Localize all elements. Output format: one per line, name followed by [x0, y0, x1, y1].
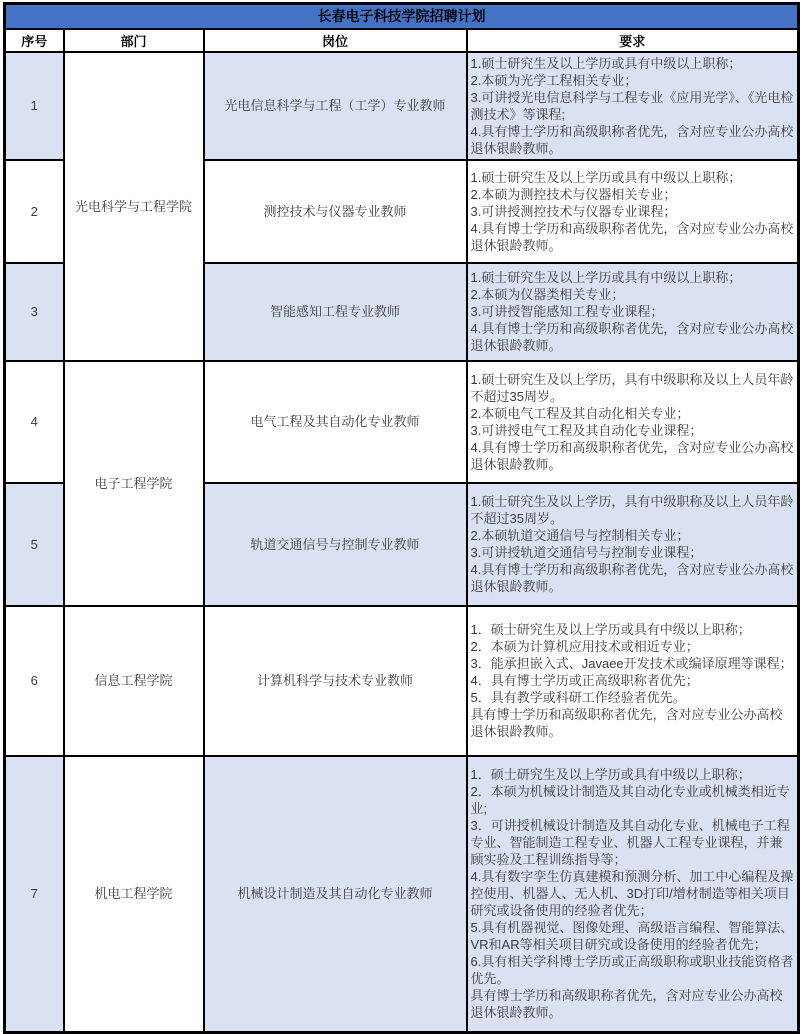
requirement-line: 3．能承担嵌入式、Javaee开发技术或编译原理等课程；: [470, 656, 793, 671]
requirement-line: 具有博士学历和高级职称者优先，含对应专业公办高校退休银龄教师。: [470, 988, 783, 1021]
requirement-line: 3.可讲授智能感知工程专业课程；: [470, 304, 664, 319]
requirements-cell: [467, 160, 799, 263]
column-header-position: 岗位: [204, 29, 467, 52]
table-row: [5, 606, 799, 756]
requirement-line: 具有博士学历和高级职称者优先，含对应专业公办高校退休银龄教师。: [470, 707, 783, 739]
requirements-cell: [467, 361, 799, 483]
table-title: 长春电子科技学院招聘计划: [5, 4, 799, 29]
position-cell: 计算机科学与技术专业教师: [204, 606, 467, 756]
title-row: [5, 4, 799, 29]
requirement-line: 1.硕士研究生及以上学历，具有中级职称及以上人员年龄不超过35周岁。: [470, 494, 794, 526]
requirement-line: 2.本硕为仪器类相关专业；: [470, 287, 625, 302]
position-cell: 光电信息科学与工程（工学）专业教师: [204, 52, 467, 160]
requirement-line: 2．本硕为计算机应用技术或相近专业；: [470, 639, 699, 654]
requirement-line: 3．可讲授机械设计制造及其自动化专业、机械电子工程专业、智能制造工程专业、机器人工程专业课程，并兼顾实验及工程训练指导等；: [470, 818, 790, 868]
requirement-line: 2.本硕为光学工程相关专业；: [470, 72, 638, 88]
requirement-line: 6.具有相关学科博士学历或正高级职称或职业技能资格者优先。: [470, 954, 794, 987]
row-number-cell: 5: [5, 483, 64, 606]
department-cell: 信息工程学院: [64, 606, 204, 756]
requirement-line: 3.可讲授光电信息科学与工程专业《应用光学》、《光电检测技术》等课程;: [470, 89, 794, 122]
table-row: [5, 756, 799, 1033]
requirement-line: 4.具有博士学历和高级职称者优先，含对应专业公办高校退休银龄教师。: [470, 562, 794, 594]
requirements-cell: [467, 756, 799, 1033]
row-number-cell: 4: [5, 361, 64, 483]
requirement-line: 3.可讲授轨道交通信号与控制专业课程；: [470, 545, 703, 560]
requirement-line: 2.本硕电气工程及其自动化相关专业；: [470, 405, 690, 421]
row-number-cell: 3: [5, 263, 64, 361]
requirement-line: 1．硕士研究生及以上学历或具有中级以上职称；: [470, 622, 751, 637]
requirements-cell: [467, 606, 799, 756]
requirement-line: 4．具有博士学历或正高级职称者优先；: [470, 673, 699, 688]
position-cell: 轨道交通信号与控制专业教师: [204, 483, 467, 606]
requirement-line: 4.具有博士学历和高级职称者优先，含对应专业公办高校退休银龄教师。: [470, 321, 794, 353]
requirement-line: 3.可讲授测控技术与仪器专业课程；: [470, 203, 677, 219]
position-cell: 测控技术与仪器专业教师: [204, 160, 467, 263]
requirement-line: 2.本硕为测控技术与仪器相关专业；: [470, 186, 677, 202]
requirement-line: 1.硕士研究生及以上学历或具有中级以上职称；: [470, 169, 742, 185]
requirement-line: 2.本硕轨道交通信号与控制相关专业；: [470, 528, 690, 543]
department-cell: 光电科学与工程学院: [64, 52, 204, 361]
column-header-number: 序号: [5, 29, 64, 52]
recruitment-table: [3, 2, 800, 1034]
requirement-line: 2．本硕为机械设计制造及其自动化专业或机械类相近专业;: [470, 784, 790, 817]
header-row: [5, 29, 799, 52]
row-number-cell: 1: [5, 52, 64, 160]
row-number-cell: 7: [5, 756, 64, 1033]
requirement-line: 1.硕士研究生及以上学历或具有中级以上职称；: [470, 270, 742, 285]
department-cell: 电子工程学院: [64, 361, 204, 606]
requirement-line: 4.具有数字孪生仿真建模和预测分析、加工中心编程及操控使用、机器人、无人机、3D打印/增材制造等相关项目研究或设备使用的经验者优先；: [470, 869, 794, 919]
position-cell: 电气工程及其自动化专业教师: [204, 361, 467, 483]
requirement-line: 4.具有博士学历和高级职称者优先，含对应专业公办高校退休银龄教师。: [470, 439, 794, 472]
requirement-line: 4.具有博士学历和高级职称者优先，含对应专业公办高校退休银龄教师。: [470, 220, 794, 253]
requirement-line: 1.硕士研究生及以上学历或具有中级以上职称；: [470, 55, 742, 71]
requirement-line: 5．具有教学或科研工作经验者优先。: [470, 690, 686, 705]
table-row: [5, 52, 799, 160]
requirement-line: 1.硕士研究生及以上学历，具有中级职称及以上人员年龄不超过35周岁。: [470, 371, 794, 404]
requirement-line: 4.具有博士学历和高级职称者优先，含对应专业公办高校退休银龄教师。: [470, 123, 794, 156]
requirements-cell: [467, 483, 799, 606]
table-body: [5, 52, 799, 1033]
requirement-line: 3.可讲授电气工程及其自动化专业课程；: [470, 422, 703, 438]
row-number-cell: 6: [5, 606, 64, 756]
requirement-line: 1．硕士研究生及以上学历或具有中级以上职称；: [470, 767, 751, 783]
column-header-requirements: 要求: [467, 29, 799, 52]
requirements-cell: [467, 263, 799, 361]
requirement-line: 5.具有机器视觉、图像处理、高级语言编程、智能算法、VR和AR等相关项目研究或设备使用的经验者优先；: [470, 920, 794, 953]
row-number-cell: 2: [5, 160, 64, 263]
position-cell: 智能感知工程专业教师: [204, 263, 467, 361]
position-cell: 机械设计制造及其自动化专业教师: [204, 756, 467, 1033]
requirements-cell: [467, 52, 799, 160]
department-cell: 机电工程学院: [64, 756, 204, 1033]
table-row: [5, 361, 799, 483]
column-header-department: 部门: [64, 29, 204, 52]
